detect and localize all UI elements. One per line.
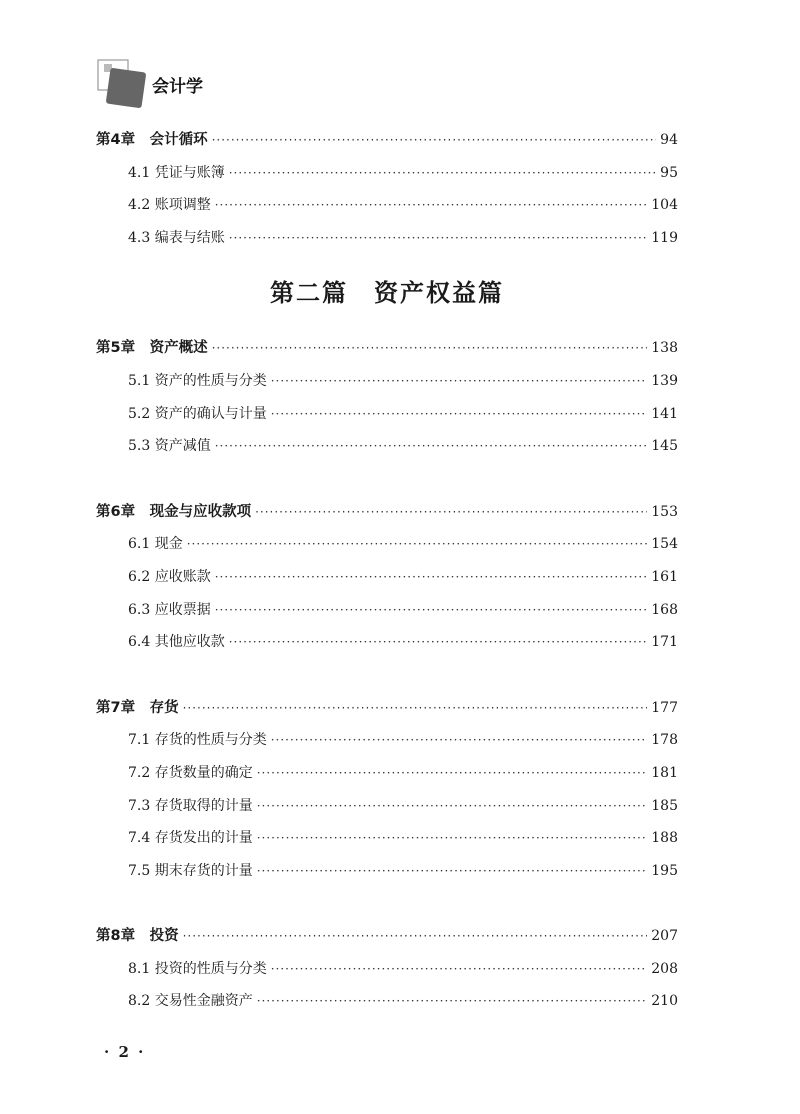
dot-leader (257, 822, 648, 855)
toc-section-entry[interactable] (96, 855, 678, 888)
toc-entry-page: 168 (651, 601, 678, 618)
toc-entry-title: 6.4 其他应收款 (128, 634, 225, 651)
toc-section-entry[interactable] (96, 528, 678, 561)
toc-entry-page: 207 (651, 928, 678, 945)
toc-entry-title: 4.1 凭证与账簿 (128, 164, 225, 181)
toc-entry-page: 95 (660, 164, 678, 181)
part-title: 第二篇 资产权益篇 (270, 279, 504, 308)
dot-leader (257, 855, 648, 888)
toc-section-entry[interactable] (96, 822, 678, 855)
toc-chapter-entry[interactable] (96, 496, 678, 529)
toc-entry-title: 7.4 存货发出的计量 (128, 830, 253, 847)
toc-entry-page: 210 (651, 993, 678, 1010)
toc-entry-title: 7.3 存货取得的计量 (128, 797, 253, 814)
dot-leader (271, 724, 648, 757)
table-of-contents (96, 124, 678, 1018)
toc-entry-page: 181 (651, 764, 678, 781)
toc-entry-title: 7.2 存货数量的确定 (128, 764, 253, 781)
toc-entry-page: 145 (651, 438, 678, 455)
running-header (96, 58, 316, 110)
toc-entry-page: 104 (651, 197, 678, 214)
toc-entry-page: 161 (651, 568, 678, 585)
dot-leader (212, 332, 648, 365)
dot-leader (271, 365, 648, 398)
dot-leader (257, 757, 648, 790)
toc-entry-title: 7.1 存货的性质与分类 (128, 732, 267, 749)
toc-chapter-entry[interactable] (96, 692, 678, 725)
toc-entry-title: 4.3 编表与结账 (128, 229, 225, 246)
toc-entry-title: 7.5 期末存货的计量 (128, 862, 253, 879)
toc-chapter-entry[interactable] (96, 920, 678, 953)
dot-leader (215, 430, 648, 463)
dot-leader (229, 222, 648, 255)
toc-entry-page: 171 (651, 634, 678, 651)
toc-section-entry[interactable] (96, 430, 678, 463)
toc-entry-title: 6.3 应收票据 (128, 601, 211, 618)
toc-entry-title: 5.3 资产减值 (128, 438, 211, 455)
toc-entry-page: 185 (651, 797, 678, 814)
toc-entry-title: 8.2 交易性金融资产 (128, 993, 253, 1010)
toc-entry-page: 94 (660, 132, 678, 148)
toc-entry-title: 8.1 投资的性质与分类 (128, 960, 267, 977)
toc-entry-page: 138 (651, 340, 678, 357)
dot-leader (229, 157, 656, 190)
toc-section-entry[interactable] (96, 189, 678, 222)
toc-chapter-entry[interactable] (96, 332, 678, 365)
toc-section-entry[interactable] (96, 953, 678, 986)
toc-entry-page: 139 (651, 372, 678, 389)
dot-leader (187, 528, 648, 561)
toc-entry-page: 195 (651, 862, 678, 879)
section-spacer (96, 887, 678, 920)
toc-section-entry[interactable] (96, 757, 678, 790)
toc-section-entry[interactable] (96, 157, 678, 190)
dot-leader (183, 692, 648, 725)
toc-entry-title: 第8章 投资 (96, 928, 179, 945)
toc-entry-page: 154 (651, 536, 678, 553)
toc-section-entry[interactable] (96, 724, 678, 757)
dot-leader (183, 920, 648, 953)
dot-leader (229, 626, 648, 659)
toc-entry-title: 第7章 存货 (96, 699, 179, 716)
toc-entry-page: 153 (651, 503, 678, 520)
dot-leader (271, 953, 648, 986)
toc-section-entry[interactable] (96, 222, 678, 255)
book-title: 会计学 (152, 77, 203, 97)
toc-section-entry[interactable] (96, 626, 678, 659)
dot-leader (212, 124, 657, 157)
toc-entry-page: 119 (651, 229, 678, 246)
page-number: · 2 · (104, 1043, 146, 1061)
toc-section-entry[interactable] (96, 790, 678, 823)
toc-entry-title: 5.2 资产的确认与计量 (128, 405, 267, 422)
dot-leader (257, 790, 648, 823)
toc-entry-title: 5.1 资产的性质与分类 (128, 372, 267, 389)
toc-entry-title: 6.2 应收账款 (128, 568, 211, 585)
toc-entry-title: 第6章 现金与应收款项 (96, 503, 252, 520)
toc-section-entry[interactable] (96, 365, 678, 398)
toc-entry-title: 6.1 现金 (128, 536, 183, 553)
toc-section-entry[interactable] (96, 561, 678, 594)
toc-section-entry[interactable] (96, 985, 678, 1018)
dot-leader (255, 496, 647, 529)
toc-chapter-entry[interactable] (96, 124, 678, 157)
dot-leader (257, 985, 648, 1018)
section-spacer (96, 659, 678, 692)
toc-entry-page: 178 (651, 732, 678, 749)
dot-leader (271, 398, 648, 431)
toc-entry-page: 141 (651, 405, 678, 422)
toc-entry-title: 第4章 会计循环 (96, 132, 208, 148)
dot-leader (215, 561, 648, 594)
toc-entry-title: 第5章 资产概述 (96, 340, 208, 357)
toc-section-entry[interactable] (96, 398, 678, 431)
stacked-squares-icon (96, 58, 148, 110)
toc-entry-page: 188 (651, 830, 678, 847)
dot-leader (215, 189, 648, 222)
toc-section-entry[interactable] (96, 594, 678, 627)
toc-entry-page: 208 (651, 960, 678, 977)
dot-leader (215, 594, 648, 627)
toc-entry-page: 177 (651, 699, 678, 716)
section-spacer (96, 463, 678, 496)
toc-entry-title: 4.2 账项调整 (128, 197, 211, 214)
